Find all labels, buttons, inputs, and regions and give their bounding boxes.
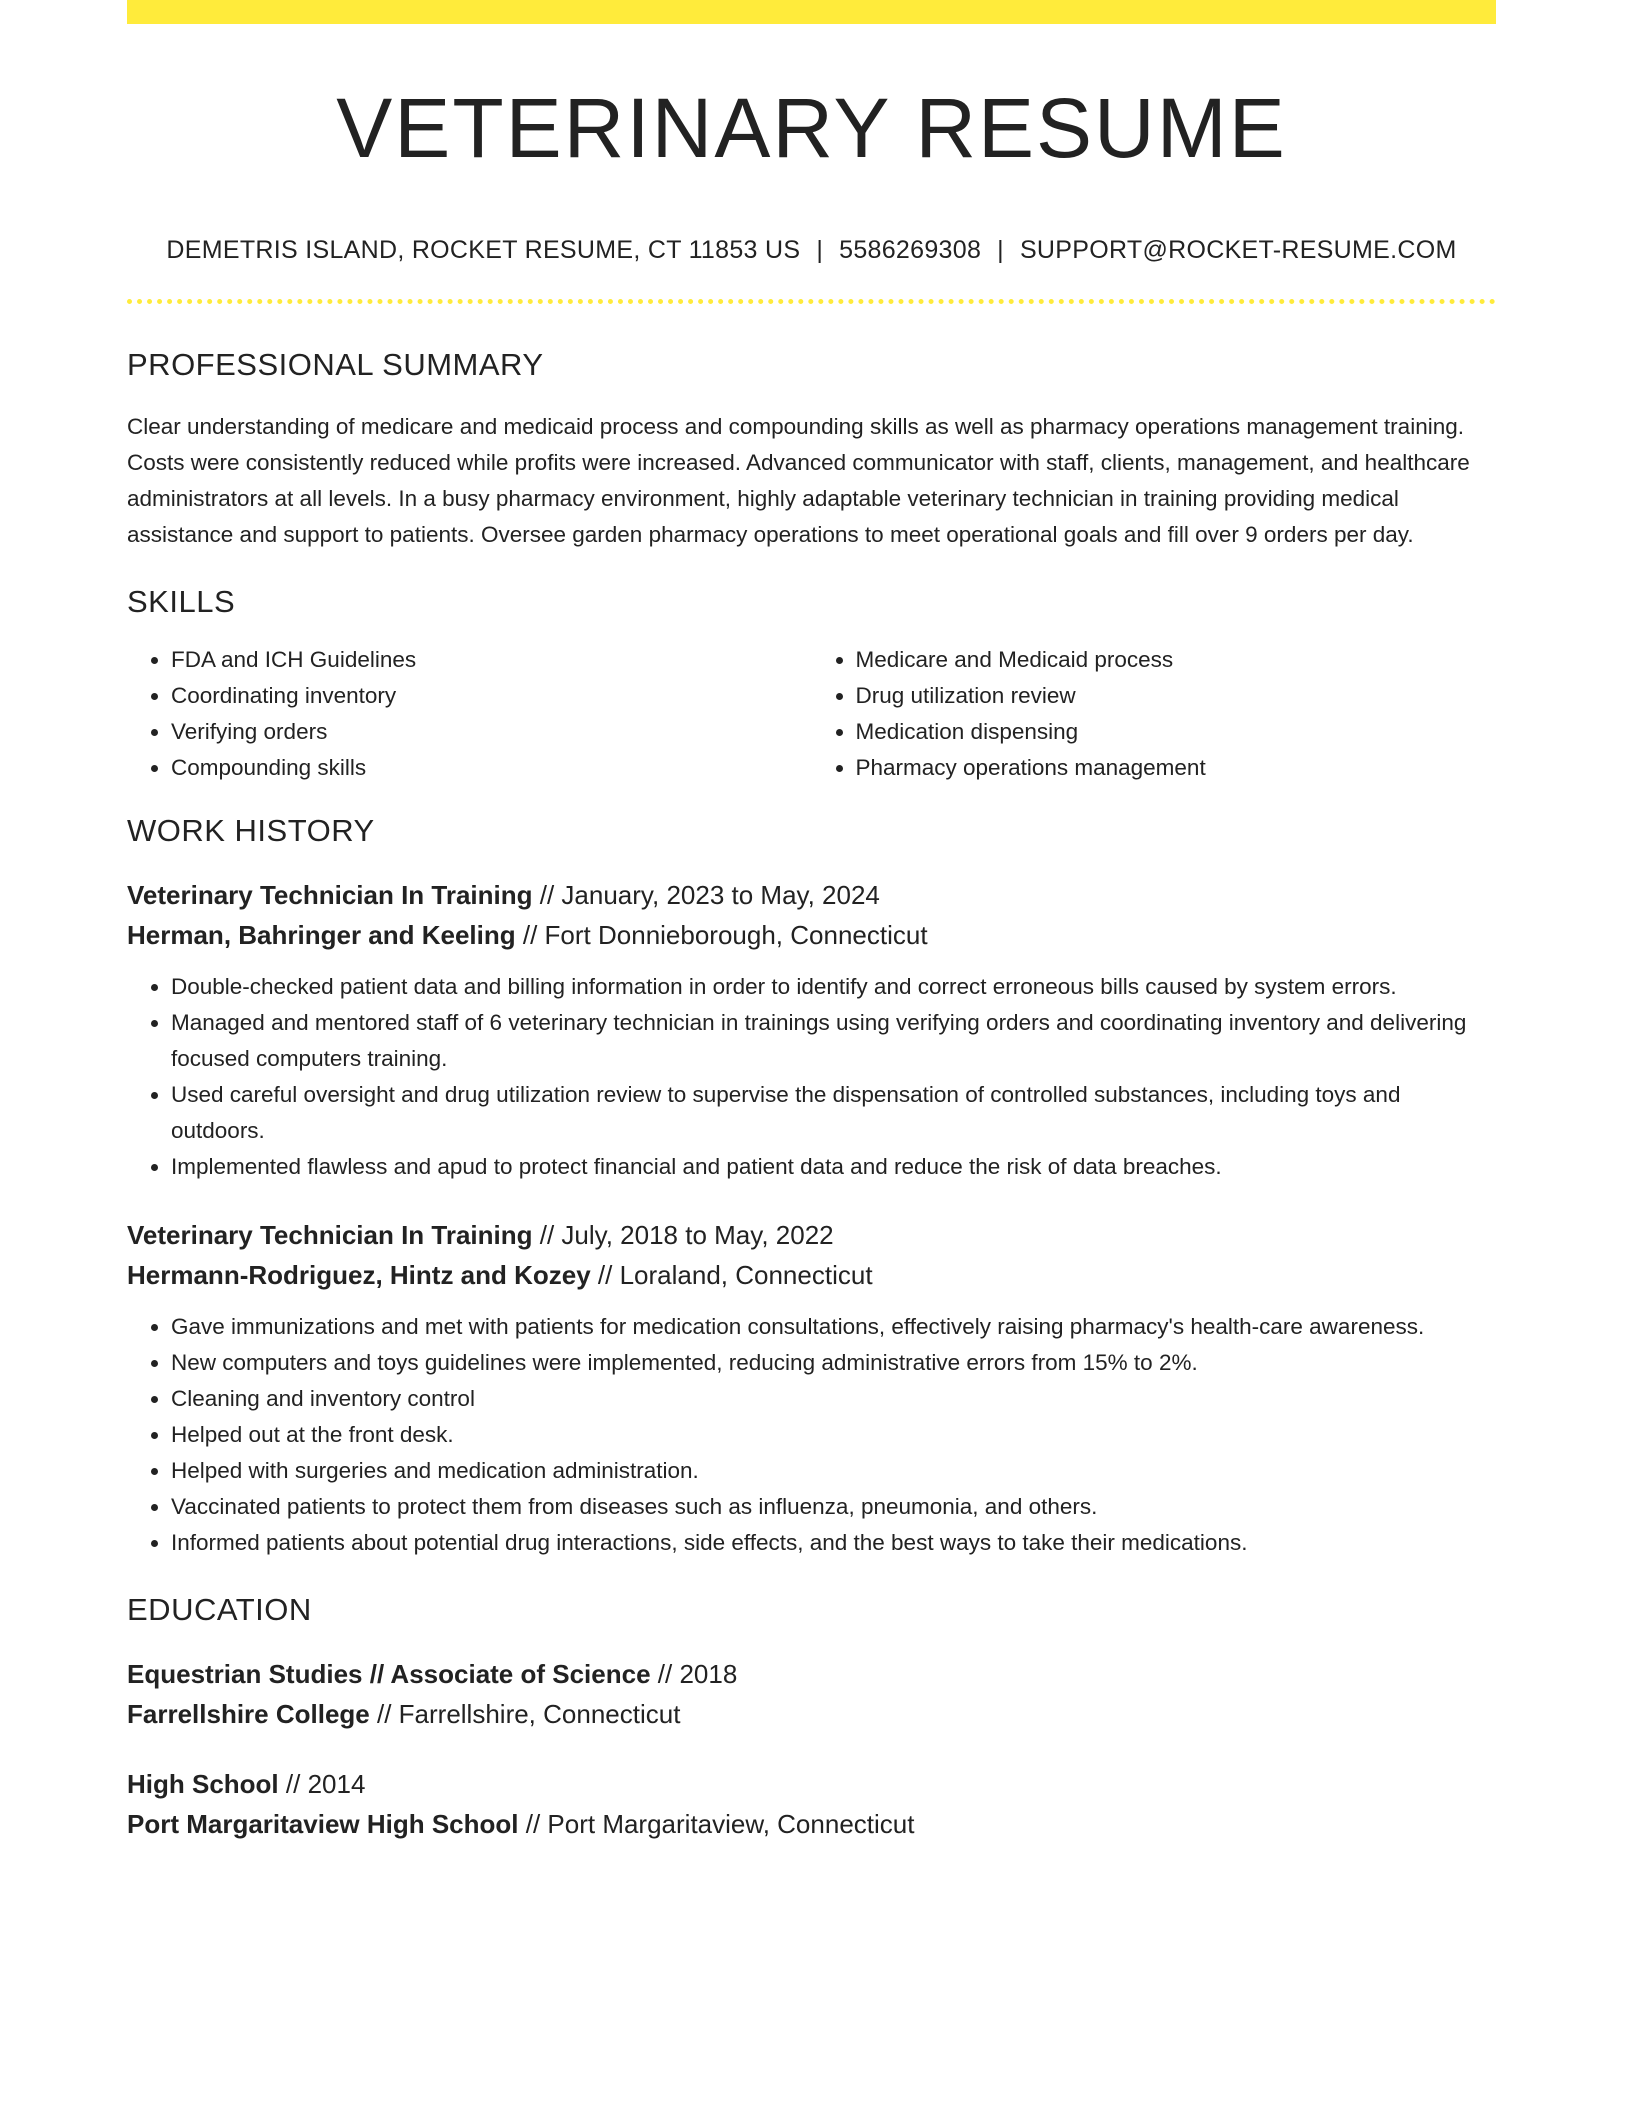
education-degree: High School bbox=[127, 1769, 279, 1800]
job-title-line bbox=[127, 875, 1496, 915]
job-dates: // July, 2018 to May, 2022 bbox=[532, 1219, 834, 1250]
job-entry bbox=[127, 1215, 1496, 1561]
contact-separator: | bbox=[997, 236, 1004, 265]
education-degree: Equestrian Studies // Associate of Science bbox=[127, 1659, 651, 1690]
education-entry bbox=[127, 1654, 1496, 1734]
education-degree-line bbox=[127, 1764, 1496, 1804]
job-bullets bbox=[127, 1309, 1496, 1561]
job-dates: // January, 2023 to May, 2024 bbox=[532, 879, 880, 910]
job-entry bbox=[127, 875, 1496, 1185]
skill-item: • Pharmacy operations management bbox=[856, 750, 1497, 786]
skill-item: • Coordinating inventory bbox=[171, 678, 812, 714]
skill-item: • Medication dispensing bbox=[856, 714, 1497, 750]
skills-list-left bbox=[127, 642, 812, 786]
skill-item: • Compounding skills bbox=[171, 750, 812, 786]
education-location: // Port Margaritaview, Connecticut bbox=[518, 1809, 915, 1840]
skill-item: • Drug utilization review bbox=[856, 678, 1497, 714]
job-title-line bbox=[127, 1215, 1496, 1255]
education-entry bbox=[127, 1764, 1496, 1844]
education-school-line bbox=[127, 1804, 1496, 1844]
education-school: Farrellshire College bbox=[127, 1699, 370, 1730]
job-bullet: • Helped out at the front desk. bbox=[171, 1417, 1496, 1453]
job-title: Veterinary Technician In Training bbox=[127, 1219, 533, 1250]
section-heading-education: EDUCATION bbox=[127, 1591, 312, 1627]
education-degree-line bbox=[127, 1654, 1496, 1694]
job-bullet: • Informed patients about potential drug interactions, side effects, and the best ways to take their medications. bbox=[171, 1525, 1496, 1561]
education-year: // 2018 bbox=[650, 1659, 738, 1690]
dotted-divider bbox=[127, 299, 1496, 304]
skills-columns bbox=[127, 642, 1496, 786]
job-bullet: • Vaccinated patients to protect them from diseases such as influenza, pneumonia, and others. bbox=[171, 1489, 1496, 1525]
summary-text: Clear understanding of medicare and medicaid process and compounding skills as well as pharmacy operations management training. Costs were consistently reduced while profits were increased. Advanced communicator with staff, clients, management, and healthcare administrators at all levels. In a busy pharmacy environment, highly adaptable veterinary technician in training providing medical assistance and support to patients. Oversee garden pharmacy operations to meet operational goals and fill over 9 orders per day. bbox=[127, 413, 1470, 547]
section-heading-summary: PROFESSIONAL SUMMARY bbox=[127, 347, 544, 383]
accent-top-bar bbox=[127, 0, 1496, 24]
skill-item: • FDA and ICH Guidelines bbox=[171, 642, 812, 678]
job-bullet: • Managed and mentored staff of 6 veterinary technician in trainings using verifying orders and coordinating inventory and delivering focused computers training. bbox=[171, 1005, 1496, 1077]
skill-item: • Verifying orders bbox=[171, 714, 812, 750]
contact-email: SUPPORT@ROCKET-RESUME.COM bbox=[1019, 236, 1457, 265]
job-bullet: • Double-checked patient data and billing information in order to identify and correct erroneous bills caused by system errors. bbox=[171, 969, 1496, 1005]
job-bullets bbox=[127, 969, 1496, 1185]
contact-separator: | bbox=[816, 236, 824, 265]
skills-list-right bbox=[812, 642, 1497, 786]
job-title: Veterinary Technician In Training bbox=[127, 879, 533, 910]
education-school-line bbox=[127, 1694, 1496, 1734]
education-year: // 2014 bbox=[278, 1769, 366, 1800]
job-bullet: • New computers and toys guidelines were implemented, reducing administrative errors from 15% to 2%. bbox=[171, 1345, 1496, 1381]
job-company-line bbox=[127, 1255, 1496, 1295]
resume-page bbox=[127, 0, 1496, 1844]
job-bullet: • Used careful oversight and drug utilization review to supervise the dispensation of controlled substances, including toys and outdoors. bbox=[171, 1077, 1496, 1149]
job-bullet: • Cleaning and inventory control bbox=[171, 1381, 1496, 1417]
section-heading-skills: SKILLS bbox=[127, 583, 236, 619]
job-location: // Fort Donnieborough, Connecticut bbox=[515, 919, 928, 950]
job-location: // Loraland, Connecticut bbox=[590, 1259, 873, 1290]
contact-line bbox=[127, 236, 1496, 265]
job-company-line bbox=[127, 915, 1496, 955]
job-company: Herman, Bahringer and Keeling bbox=[127, 919, 516, 950]
job-bullet: • Implemented flawless and apud to protect financial and patient data and reduce the risk of data breaches. bbox=[171, 1149, 1496, 1185]
education-location: // Farrellshire, Connecticut bbox=[369, 1699, 681, 1730]
contact-phone: 5586269308 bbox=[839, 236, 982, 265]
skill-item: • Medicare and Medicaid process bbox=[856, 642, 1497, 678]
job-bullet: • Gave immunizations and met with patients for medication consultations, effectively raising pharmacy's health-care awareness. bbox=[171, 1309, 1496, 1345]
education-school: Port Margaritaview High School bbox=[127, 1809, 519, 1840]
contact-address: DEMETRIS ISLAND, ROCKET RESUME, CT 11853 US bbox=[166, 236, 801, 265]
job-bullet: • Helped with surgeries and medication administration. bbox=[171, 1453, 1496, 1489]
resume-title: VETERINARY RESUME bbox=[336, 81, 1287, 175]
section-heading-work-history: WORK HISTORY bbox=[127, 812, 375, 848]
job-company: Hermann-Rodriguez, Hintz and Kozey bbox=[127, 1259, 591, 1290]
